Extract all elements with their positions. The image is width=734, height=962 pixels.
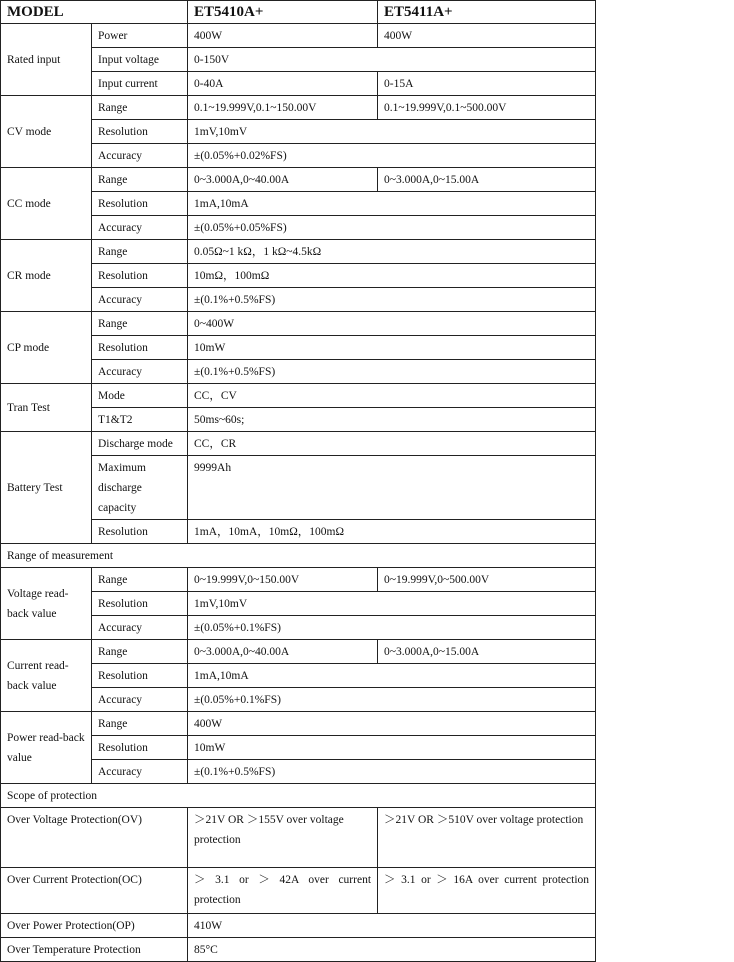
value-cell: 410W [188,914,596,938]
protection-label-op: Over Power Protection(OP) [1,914,188,938]
protection-label-oc: Over Current Protection(OC) [1,868,188,914]
value-cell: 1mA，10mA，10mΩ，100mΩ [188,520,596,544]
table-row [1,432,596,456]
param-label: Range [92,240,188,264]
model-header: MODEL [1,1,188,24]
param-label: Input voltage [92,48,188,72]
value-cell: 0-150V [188,48,596,72]
value-cell: 1mV,10mV [188,592,596,616]
value-cell: 0~3.000A,0~40.00A [188,168,378,192]
protection-label-ot: Over Temperature Protection [1,938,188,962]
value-cell: 400W [378,24,596,48]
table-row [1,914,596,938]
group-label-power-readback: Power read-back value [1,712,92,784]
param-label: Input current [92,72,188,96]
value-cell: 0~3.000A,0~15.00A [378,168,596,192]
value-cell: 50ms~60s; [188,408,596,432]
value-cell: 1mV,10mV [188,120,596,144]
table-row [1,712,596,736]
table-row [1,868,596,914]
param-label: Maximum discharge capacity [92,456,188,520]
value-cell: ＞21V OR ＞155V over voltage protection [188,808,378,868]
value-cell: 0-40A [188,72,378,96]
table-row [1,640,596,664]
param-label: Range [92,568,188,592]
value-cell: 9999Ah [188,456,596,520]
table-row [1,938,596,962]
section-title-measurement: Range of measurement [1,544,596,568]
value-cell: ±(0.05%+0.1%FS) [188,616,596,640]
value-cell: 0~3.000A,0~15.00A [378,640,596,664]
section-title-protection: Scope of protection [1,784,596,808]
table-row [1,568,596,592]
param-label: Resolution [92,736,188,760]
value-cell: 400W [188,712,596,736]
param-label: Range [92,640,188,664]
param-label: Range [92,312,188,336]
param-label: Resolution [92,664,188,688]
param-label: Accuracy [92,360,188,384]
value-cell: ±(0.05%+0.1%FS) [188,688,596,712]
value-cell: 1mA,10mA [188,664,596,688]
param-label: Range [92,96,188,120]
group-label-cv-mode: CV mode [1,96,92,168]
param-label: Discharge mode [92,432,188,456]
table-row [1,168,596,192]
param-label: Accuracy [92,616,188,640]
group-label-cp-mode: CP mode [1,312,92,384]
model-col2-header: ET5411A+ [378,1,596,24]
value-cell: 1mA,10mA [188,192,596,216]
protection-label-ov: Over Voltage Protection(OV) [1,808,188,868]
table-row [1,808,596,868]
value-cell: CC，CR [188,432,596,456]
table-row [1,96,596,120]
param-label: Resolution [92,592,188,616]
table-row [1,312,596,336]
value-cell: ±(0.1%+0.5%FS) [188,760,596,784]
param-label: Accuracy [92,144,188,168]
value-cell: ＞ 3.1 or ＞ 16A over current protection [378,868,596,914]
param-label: Resolution [92,192,188,216]
value-cell: 0.1~19.999V,0.1~500.00V [378,96,596,120]
param-label: Accuracy [92,688,188,712]
param-label: Resolution [92,520,188,544]
group-label-voltage-readback: Voltage read-back value [1,568,92,640]
table-row [1,240,596,264]
param-label: Mode [92,384,188,408]
value-cell: 0~3.000A,0~40.00A [188,640,378,664]
model-col1-header: ET5410A+ [188,1,378,24]
param-label: T1&T2 [92,408,188,432]
value-cell: ±(0.1%+0.5%FS) [188,288,596,312]
value-cell: ＞21V OR ＞510V over voltage protection [378,808,596,868]
value-cell: 400W [188,24,378,48]
value-cell: ±(0.05%+0.05%FS) [188,216,596,240]
value-cell: 85°C [188,938,596,962]
value-cell: 0.1~19.999V,0.1~150.00V [188,96,378,120]
section-row [1,784,596,808]
group-label-rated-input: Rated input [1,24,92,96]
value-cell: ＞ 3.1 or ＞ 42A over current protection [188,868,378,914]
value-cell: CC，CV [188,384,596,408]
group-label-battery-test: Battery Test [1,432,92,544]
table-row [1,24,596,48]
value-cell: 10mΩ，100mΩ [188,264,596,288]
param-label: Accuracy [92,216,188,240]
value-cell: 0~19.999V,0~150.00V [188,568,378,592]
param-label: Accuracy [92,760,188,784]
param-label: Power [92,24,188,48]
value-cell: 0~19.999V,0~500.00V [378,568,596,592]
value-cell: 0-15A [378,72,596,96]
param-label: Resolution [92,120,188,144]
group-label-current-readback: Current read-back value [1,640,92,712]
group-label-tran-test: Tran Test [1,384,92,432]
param-label: Range [92,168,188,192]
section-row [1,544,596,568]
param-label: Accuracy [92,288,188,312]
group-label-cr-mode: CR mode [1,240,92,312]
group-label-cc-mode: CC mode [1,168,92,240]
value-cell: 0~400W [188,312,596,336]
table-row [1,384,596,408]
value-cell: 0.05Ω~1 kΩ，1 kΩ~4.5kΩ [188,240,596,264]
value-cell: 10mW [188,336,596,360]
header-row [1,1,596,24]
param-label: Range [92,712,188,736]
value-cell: 10mW [188,736,596,760]
value-cell: ±(0.05%+0.02%FS) [188,144,596,168]
value-cell: ±(0.1%+0.5%FS) [188,360,596,384]
param-label: Resolution [92,336,188,360]
param-label: Resolution [92,264,188,288]
